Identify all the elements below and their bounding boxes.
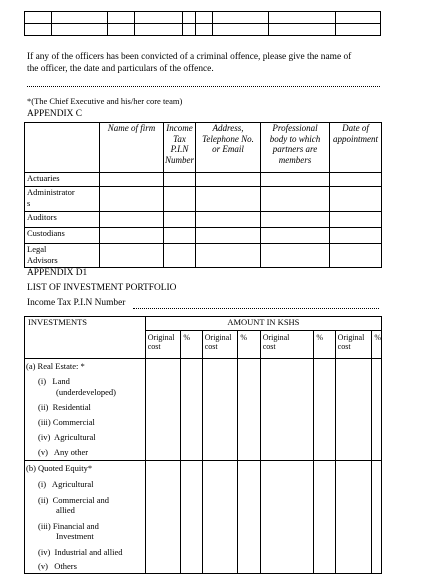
quoted-equity-industrial: (iv) Industrial and allied [38, 547, 123, 557]
header-date-2: appointment [333, 133, 378, 144]
real-estate-commercial: (iii) Commercial [38, 417, 95, 427]
appendix-d1-title: APPENDIX D1 [27, 268, 88, 278]
criminal-note-line1: If any of the officers has been convicted of a criminal offence, please give the name of [27, 52, 352, 62]
orig-cost-2b: cost [204, 342, 218, 351]
footnote: *(The Chief Executive and his/her core team) [27, 96, 183, 106]
top-table [24, 11, 381, 36]
header-professional-3: partners are [272, 144, 318, 154]
appendix-c-table [24, 122, 382, 268]
real-estate-agricultural: (iv) Agricultural [38, 432, 96, 442]
real-estate-heading: (a) Real Estate: * [26, 361, 85, 371]
real-estate-land-sub: (underdeveloped) [56, 387, 116, 397]
header-address-2: Telephone No. [202, 133, 254, 144]
quoted-equity-heading: (b) Quoted Equity* [26, 463, 93, 473]
real-estate-residential: (ii) Residential [38, 402, 91, 412]
pin-number-label: Income Tax P.I.N Number [27, 298, 126, 308]
orig-cost-4a: Original [337, 333, 365, 342]
orig-cost-4b: cost [337, 342, 351, 351]
row-auditors: Auditors [27, 212, 57, 222]
answer-dotted-line [27, 86, 380, 87]
header-investments: INVESTMENTS [28, 317, 88, 327]
quoted-equity-others: (v) Others [38, 561, 77, 571]
pct-header-1: % [183, 333, 191, 342]
orig-cost-1b: cost [147, 342, 161, 351]
appendix-c-title: APPENDIX C [27, 109, 82, 119]
header-pin-1: Income [166, 123, 193, 133]
quoted-equity-commercial-sub: allied [56, 505, 75, 515]
pct-header-4: % [374, 333, 381, 342]
header-address-3: or Email [212, 144, 244, 154]
header-date-1: Date of [342, 123, 369, 133]
header-professional-2: body to which [269, 133, 321, 144]
appendix-d1-subtitle: LIST OF INVESTMENT PORTFOLIO [27, 283, 177, 293]
real-estate-land: (i) Land [38, 376, 70, 386]
orig-cost-3b: cost [262, 342, 276, 351]
row-legal-1: Legal [27, 244, 47, 254]
orig-cost-3a: Original [262, 333, 290, 342]
row-legal-2: Advisors [27, 255, 58, 265]
quoted-equity-financial: (iii) Financial and [38, 521, 99, 531]
header-pin-2: Tax [173, 133, 186, 144]
orig-cost-2a: Original [204, 333, 232, 342]
orig-cost-1a: Original [147, 333, 175, 342]
row-administrators-1: Administrator [27, 187, 75, 197]
header-pin-4: Number [165, 154, 194, 165]
pct-header-3: % [316, 333, 323, 342]
criminal-note-line2: the officer, the date and particulars of the offence. [27, 64, 214, 74]
pin-number-dotted-line [133, 308, 379, 309]
header-pin-3: P.I.N [170, 144, 189, 154]
quoted-equity-financial-sub: Investment [56, 531, 94, 541]
row-custodians: Custodians [27, 228, 65, 238]
real-estate-other: (v) Any other [38, 447, 89, 457]
header-professional-4: members [278, 154, 312, 165]
header-name-of-firm: Name of firm [107, 123, 156, 133]
appendix-d1-table [24, 316, 382, 574]
pct-header-2: % [240, 333, 248, 342]
header-professional-1: Professional [272, 123, 318, 133]
header-amount-kshs: AMOUNT IN KSHS [227, 317, 300, 327]
quoted-equity-commercial: (ii) Commercial and [38, 495, 110, 505]
row-administrators-2: s [27, 198, 31, 208]
header-address-1: Address, [212, 123, 244, 133]
quoted-equity-agricultural: (i) Agricultural [38, 479, 94, 489]
row-actuaries: Actuaries [27, 173, 60, 183]
